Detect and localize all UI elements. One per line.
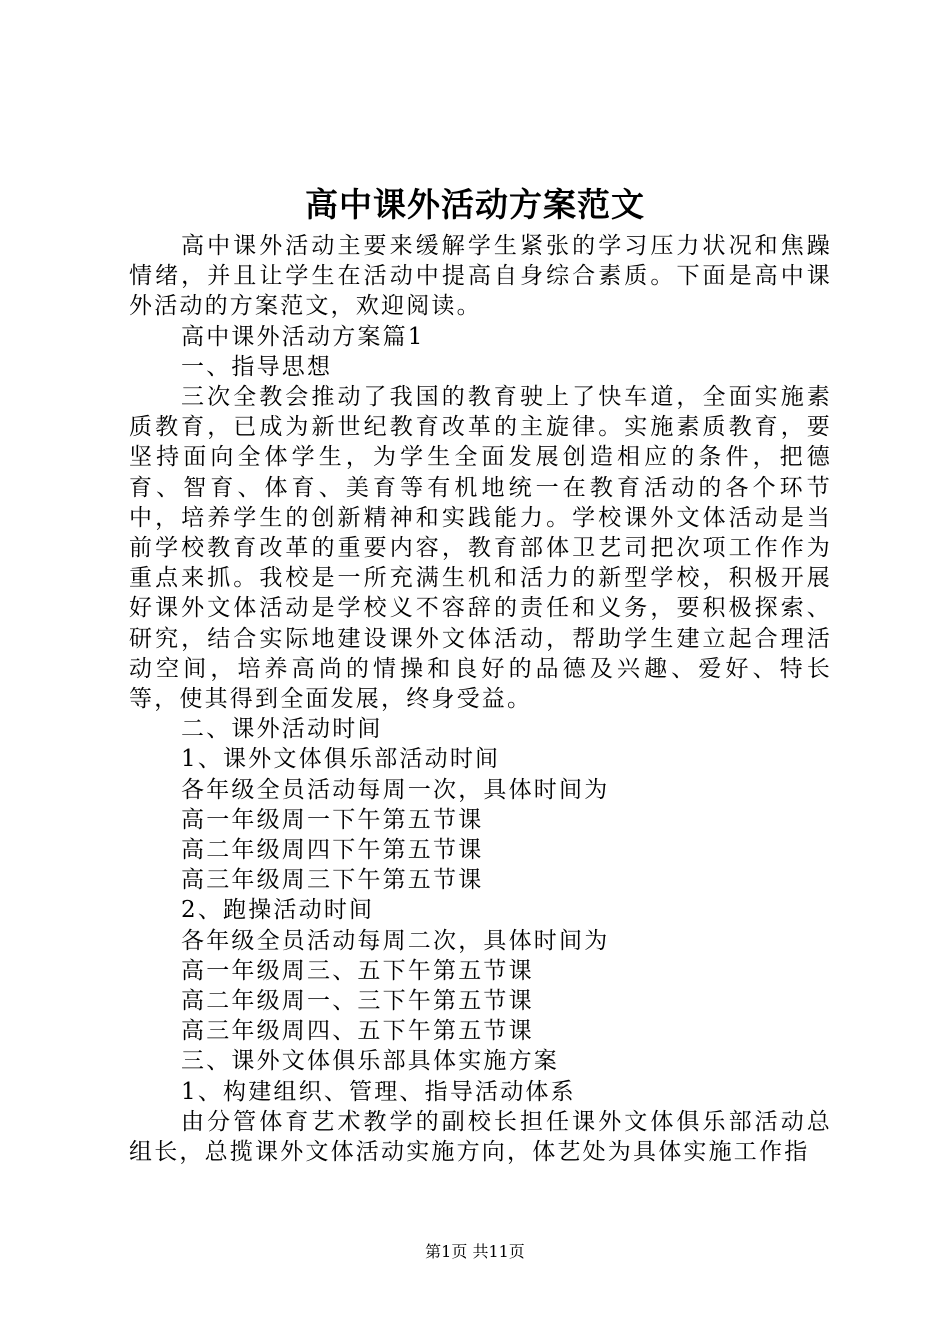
list-item: 高二年级周一、三下午第五节课 xyxy=(181,988,534,1015)
list-item: 高一年级周三、五下午第五节课 xyxy=(181,957,534,984)
section-heading-plan-1: 高中课外活动方案篇1 xyxy=(181,323,425,350)
list-item: 高三年级周四、五下午第五节课 xyxy=(181,1018,534,1045)
page-footer: 第1页 共11页 xyxy=(425,1242,525,1261)
document-body xyxy=(129,231,832,1167)
subheading-club-time: 1、课外文体俱乐部活动时间 xyxy=(181,746,501,773)
paragraph-intro: 高中课外活动主要来缓解学生紧张的学习压力状况和焦躁情绪，并且让学生在活动中提高自身综合素质。下面是高中课外活动的方案范文，欢迎阅读。 xyxy=(129,233,832,320)
section-heading-guiding-idea: 一、指导思想 xyxy=(181,353,333,380)
list-item: 各年级全员活动每周二次，具体时间为 xyxy=(181,927,610,954)
paragraph-guiding-idea: 三次全教会推动了我国的教育驶上了快车道，全面实施素质教育，已成为新世纪教育改革的主旋律。实施素质教育，要坚持面向全体学生，为学生全面发展创造相应的条件，把德育、智育、体育、美育等有机地统一在教育活动的各个环节中，培养学生的创新精神和实践能力。学校课外文体活动是当前学校教育改革的重要内容，教育部体卫艺司把次项工作作为重点来抓。我校是一所充满生机和活力的新型学校，积极开展好课外文体活动是学校义不容辞的责任和义务，要积极探索、研究，结合实际地建设课外文体活动，帮助学生建立起合理活动空间，培养高尚的情操和良好的品德及兴趣、爱好、特长等，使其得到全面发展，终身受益。 xyxy=(129,384,832,713)
list-item: 高二年级周四下午第五节课 xyxy=(181,837,484,864)
subheading-running-time: 2、跑操活动时间 xyxy=(181,897,375,924)
list-item: 高一年级周一下午第五节课 xyxy=(181,806,484,833)
list-item: 各年级全员活动每周一次，具体时间为 xyxy=(181,776,610,803)
subheading-organization: 1、构建组织、管理、指导活动体系 xyxy=(181,1078,576,1105)
document-title: 高中课外活动方案范文 xyxy=(305,185,645,224)
section-heading-activity-time: 二、课外活动时间 xyxy=(181,716,383,743)
paragraph-organization: 由分管体育艺术教学的副校长担任课外文体俱乐部活动总组长，总揽课外文体活动实施方向，体艺处为具体实施工作指 xyxy=(129,1108,832,1166)
list-item: 高三年级周三下午第五节课 xyxy=(181,867,484,894)
section-heading-club-plan: 三、课外文体俱乐部具体实施方案 xyxy=(181,1048,559,1075)
